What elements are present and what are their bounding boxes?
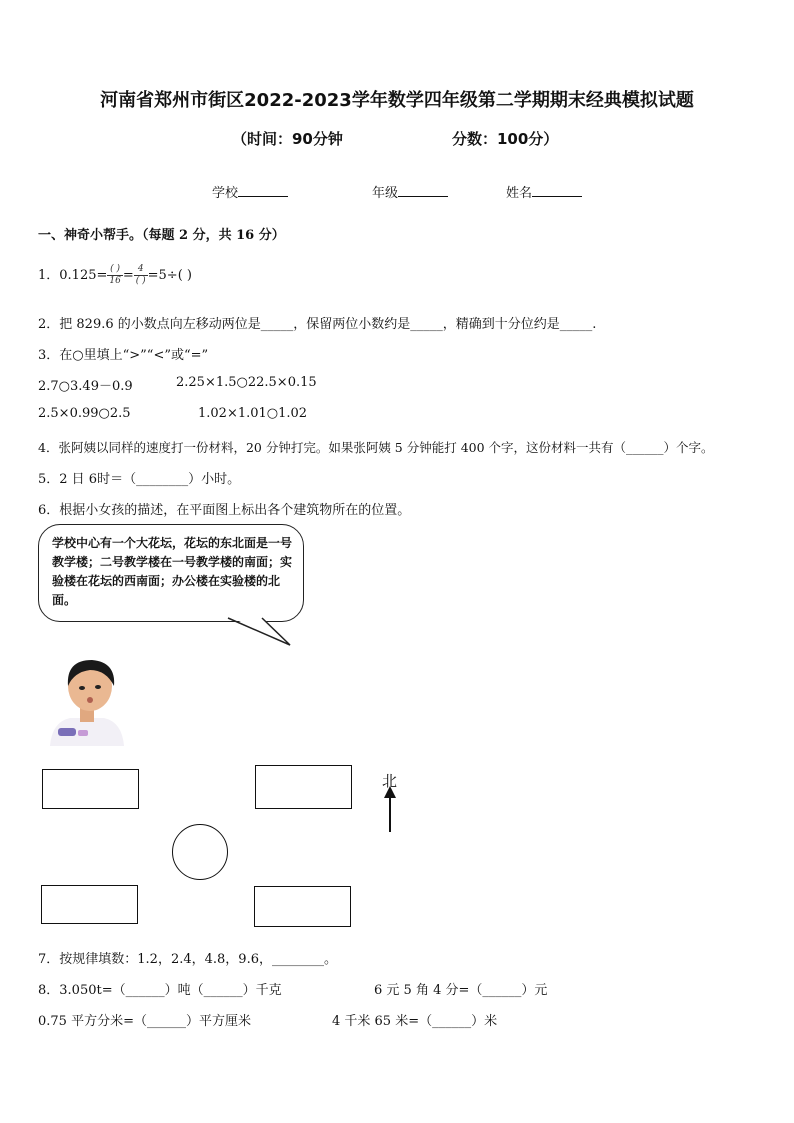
q1-fraction-2: $\frac{4}{( )}$ bbox=[135, 264, 146, 286]
building-box-bottom-left[interactable] bbox=[41, 885, 138, 924]
q1-fraction-1: $\frac{( )}{16}$ bbox=[109, 264, 121, 286]
question-3d: 1.02×1.01○1.02 bbox=[198, 406, 308, 421]
question-8b: 6 元 5 角 4 分=（______）元 bbox=[374, 983, 548, 998]
q1-equals: = bbox=[122, 268, 134, 283]
building-box-top-right[interactable] bbox=[255, 765, 352, 809]
question-2: 2．把 829.6 的小数点向左移动两位是_____，保留两位小数约是_____，精确到十分位约是_____. bbox=[38, 317, 597, 332]
school-label: 学校 bbox=[212, 186, 239, 201]
question-8a: 8．3.050t=（______）吨（______）千克 bbox=[38, 983, 282, 998]
question-4: 4．张阿姨以同样的速度打一份材料，20 分钟打完。如果张阿姨 5 分钟能打 400 个字，这份材料一共有（______）个字。 bbox=[38, 440, 714, 455]
exam-score: 分数：100分） bbox=[452, 130, 559, 148]
question-3: 3．在○里填上“>”“<”或“=” bbox=[38, 348, 209, 363]
grade-label: 年级 bbox=[372, 186, 399, 201]
question-3c: 2.5×0.99○2.5 bbox=[38, 406, 131, 421]
name-label: 姓名 bbox=[506, 186, 533, 201]
north-label: 北 bbox=[382, 772, 398, 790]
question-6: 6．根据小女孩的描述，在平面图上标出各个建筑物所在的位置。 bbox=[38, 503, 411, 518]
building-box-bottom-right[interactable] bbox=[254, 886, 351, 927]
building-box-top-left[interactable] bbox=[42, 769, 139, 809]
bubble-text: 学校中心有一个大花坛，花坛的东北面是一号教学楼；二号教学楼在一号教学楼的南面；实验楼在花坛的西南面；办公楼在实验楼的北面。 bbox=[52, 536, 293, 607]
q1-prefix: 1．0.125= bbox=[38, 268, 108, 283]
question-3a: 2.7○3.49－0.9 bbox=[38, 379, 133, 394]
question-8d: 4 千米 65 米=（______）米 bbox=[332, 1014, 498, 1029]
exam-time: （时间：90分钟 bbox=[232, 130, 343, 148]
flower-bed-circle bbox=[172, 824, 228, 880]
question-3b: 2.25×1.5○22.5×0.15 bbox=[176, 375, 317, 390]
section-1-title: 一、神奇小帮手。（每题 2 分，共 16 分） bbox=[38, 228, 285, 243]
question-7: 7．按规律填数：1.2，2.4，4.8，9.6，________。 bbox=[38, 952, 337, 967]
page-title: 河南省郑州市街区2022-2023学年数学四年级第二学期期末经典模拟试题 bbox=[100, 90, 694, 111]
north-arrow-shaft bbox=[389, 795, 391, 832]
question-5: 5．2 日 6时＝（________）小时。 bbox=[38, 472, 241, 487]
girl-illustration bbox=[46, 656, 128, 746]
question-8c: 0.75 平方分米=（______）平方厘米 bbox=[38, 1014, 251, 1029]
q1-suffix: =5÷( ) bbox=[147, 268, 192, 283]
